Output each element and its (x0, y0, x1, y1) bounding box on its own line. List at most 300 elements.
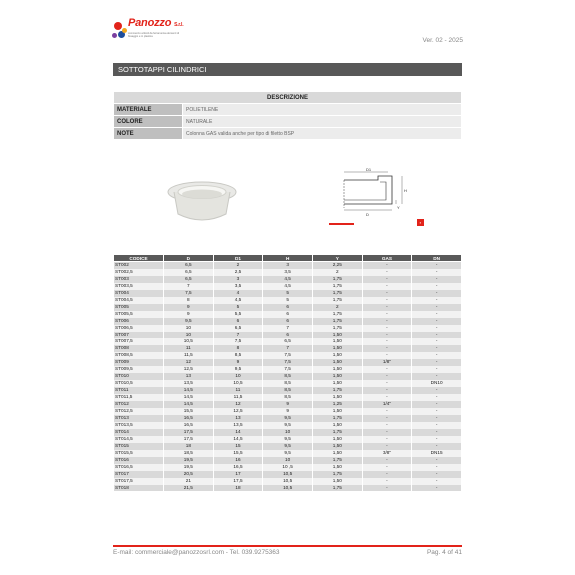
description-key: MATERIALE (114, 104, 183, 116)
table-cell: 1,75 (312, 318, 362, 325)
table-row (114, 485, 462, 492)
table-cell: 1,50 (312, 332, 362, 339)
table-cell: 8,5 (213, 352, 263, 359)
table-cell: 19,5 (164, 464, 214, 471)
table-cell: 17 (213, 471, 263, 478)
description-row (114, 128, 462, 140)
table-cell: - (412, 332, 462, 339)
table-cell: ST015 (114, 443, 164, 450)
table-cell: 3,5 (213, 283, 263, 290)
table-cell: - (362, 325, 412, 332)
table-cell: 10 (263, 457, 313, 464)
table-cell: 6 (213, 318, 263, 325)
table-row (114, 311, 462, 318)
table-cell: - (412, 318, 462, 325)
table-cell: 19,5 (164, 457, 214, 464)
table-cell: 6 (263, 318, 313, 325)
table-cell: 5 (213, 304, 263, 311)
table-row (114, 290, 462, 297)
table-cell: ST008,5 (114, 352, 164, 359)
table-cell: 10,5 (213, 380, 263, 387)
table-row (114, 429, 462, 436)
table-cell: 13 (164, 373, 214, 380)
table-cell: 16,5 (164, 422, 214, 429)
table-cell: 7 (213, 332, 263, 339)
table-cell: 1,75 (312, 325, 362, 332)
column-header: CODICE (114, 255, 164, 262)
table-cell: 10,5 (263, 485, 313, 492)
table-cell: 20,5 (164, 471, 214, 478)
table-cell: - (412, 373, 462, 380)
table-cell: 2,25 (312, 262, 362, 269)
table-cell: - (412, 359, 462, 366)
description-row (114, 104, 462, 116)
table-cell: - (412, 429, 462, 436)
table-row (114, 443, 462, 450)
table-cell: 12,5 (164, 366, 214, 373)
table-cell: - (362, 387, 412, 394)
table-cell: - (412, 311, 462, 318)
table-cell: ST007 (114, 332, 164, 339)
table-cell: 1,50 (312, 450, 362, 457)
footer-page-number: Pag. 4 of 41 (426, 549, 462, 556)
table-cell: 1,50 (312, 366, 362, 373)
table-row (114, 471, 462, 478)
table-cell: - (362, 345, 412, 352)
table-cell: 9,5 (263, 422, 313, 429)
table-cell: - (412, 297, 462, 304)
table-row (114, 352, 462, 359)
table-cell: 9 (213, 359, 263, 366)
table-cell: 1/8" (362, 359, 412, 366)
table-cell: ST013 (114, 415, 164, 422)
table-cell: ST017 (114, 471, 164, 478)
table-cell: - (412, 304, 462, 311)
table-cell: ST006 (114, 318, 164, 325)
document-version: Ver. 02 - 2025 (422, 37, 463, 44)
table-cell: 1,25 (312, 401, 362, 408)
pdf-icon[interactable]: ▪ (417, 219, 424, 226)
table-cell: 10,5 (263, 478, 313, 485)
table-cell: - (412, 269, 462, 276)
table-cell: 1,50 (312, 422, 362, 429)
table-cell: 1,75 (312, 311, 362, 318)
table-cell: - (362, 332, 412, 339)
table-cell: 14,5 (164, 387, 214, 394)
table-cell: 15,5 (213, 450, 263, 457)
table-row (114, 297, 462, 304)
table-cell: - (362, 471, 412, 478)
table-cell: - (362, 380, 412, 387)
table-cell: 7,5 (263, 366, 313, 373)
table-cell: ST006,5 (114, 325, 164, 332)
table-cell: - (362, 318, 412, 325)
table-cell: 9,5 (164, 318, 214, 325)
table-row (114, 262, 462, 269)
table-cell: - (362, 352, 412, 359)
column-header: D1 (213, 255, 263, 262)
table-cell: 14,5 (213, 436, 263, 443)
table-cell: - (412, 325, 462, 332)
table-cell: 9,5 (213, 366, 263, 373)
table-cell: - (362, 262, 412, 269)
table-cell: 8 (213, 345, 263, 352)
table-cell: 7 (263, 325, 313, 332)
table-cell: ST015,5 (114, 450, 164, 457)
table-cell: 1,50 (312, 373, 362, 380)
table-cell: 10 (164, 325, 214, 332)
table-cell: - (412, 352, 462, 359)
table-cell: 12,5 (213, 408, 263, 415)
table-cell: 4,5 (263, 276, 313, 283)
table-row (114, 457, 462, 464)
table-cell: ST004 (114, 290, 164, 297)
label-y: Y (397, 205, 400, 210)
table-cell: - (362, 415, 412, 422)
table-cell: 2 (312, 269, 362, 276)
table-cell: 13,5 (164, 380, 214, 387)
table-cell: 1,50 (312, 359, 362, 366)
table-cell: 17,5 (213, 478, 263, 485)
description-value: Colonna GAS valida anche per tipo di filetto BSP (183, 128, 462, 140)
description-key: COLORE (114, 116, 183, 128)
table-cell: 6,5 (164, 276, 214, 283)
table-cell: - (362, 290, 412, 297)
table-cell: ST003,5 (114, 283, 164, 290)
table-cell: 13,5 (213, 422, 263, 429)
table-cell: 6,5 (263, 338, 313, 345)
table-cell: 7,5 (263, 352, 313, 359)
footer-contact: E-mail: commerciale@panozzosrl.com - Tel. 039.9275363 (113, 549, 280, 556)
table-row (114, 366, 462, 373)
table-cell: 8,5 (263, 380, 313, 387)
table-row (114, 422, 462, 429)
table-cell: 11,5 (213, 394, 263, 401)
table-cell: 7 (164, 283, 214, 290)
table-cell: 7,5 (263, 359, 313, 366)
table-cell: 10,5 (164, 338, 214, 345)
table-cell: - (362, 457, 412, 464)
table-cell: - (362, 338, 412, 345)
table-cell: 1,50 (312, 443, 362, 450)
table-cell: 2 (213, 262, 263, 269)
brand-suffix: S.r.l. (174, 22, 184, 28)
column-header: H (263, 255, 313, 262)
table-cell: 6 (263, 332, 313, 339)
table-cell: 1,75 (312, 471, 362, 478)
table-row (114, 304, 462, 311)
table-cell: 18 (213, 485, 263, 492)
drawing-caption (329, 223, 354, 225)
table-cell: 17,5 (164, 429, 214, 436)
table-row (114, 387, 462, 394)
table-cell: 5,5 (213, 311, 263, 318)
description-heading: DESCRIZIONE (114, 92, 462, 104)
table-cell: - (412, 262, 462, 269)
table-cell: ST002 (114, 262, 164, 269)
table-cell: 4 (213, 290, 263, 297)
table-row (114, 345, 462, 352)
table-cell: 3/8" (362, 450, 412, 457)
table-cell: 4,5 (263, 283, 313, 290)
description-value: POLIETILENE (183, 104, 462, 116)
table-cell: 8,5 (263, 387, 313, 394)
table-cell: 15 (213, 443, 263, 450)
table-cell: 14,5 (164, 401, 214, 408)
table-cell: 21 (164, 478, 214, 485)
table-cell: - (412, 422, 462, 429)
description-key: NOTE (114, 128, 183, 140)
table-row (114, 380, 462, 387)
table-cell: - (412, 443, 462, 450)
table-cell: - (362, 408, 412, 415)
table-cell: 1,75 (312, 297, 362, 304)
table-cell: 10 ,5 (263, 464, 313, 471)
page-header (0, 0, 575, 52)
table-cell: 9,5 (263, 436, 313, 443)
description-row (114, 116, 462, 128)
table-row (114, 415, 462, 422)
table-cell: - (412, 408, 462, 415)
table-cell: 5 (263, 297, 313, 304)
table-cell: 8,5 (263, 373, 313, 380)
table-cell: ST002,5 (114, 269, 164, 276)
table-cell: - (362, 436, 412, 443)
table-cell: 9 (164, 304, 214, 311)
table-cell: - (412, 394, 462, 401)
table-cell: 14 (213, 429, 263, 436)
table-cell: 16,5 (164, 415, 214, 422)
table-cell: 6,5 (164, 269, 214, 276)
table-cell: 14,5 (164, 394, 214, 401)
table-cell: - (412, 401, 462, 408)
table-cell: - (362, 373, 412, 380)
table-cell: 18 (164, 443, 214, 450)
table-cell: - (412, 276, 462, 283)
table-cell: - (412, 457, 462, 464)
table-cell: ST012 (114, 401, 164, 408)
table-cell: 10 (263, 429, 313, 436)
table-cell: - (362, 311, 412, 318)
table-cell: ST007,5 (114, 338, 164, 345)
table-cell: 1,50 (312, 436, 362, 443)
table-cell: 11 (164, 345, 214, 352)
table-cell: ST017,5 (114, 478, 164, 485)
table-row (114, 325, 462, 332)
column-header: GAS (362, 255, 412, 262)
table-cell: ST014 (114, 429, 164, 436)
table-cell: 10 (164, 332, 214, 339)
table-row (114, 436, 462, 443)
table-cell: 1,75 (312, 485, 362, 492)
brand-text: Panozzo (128, 17, 172, 29)
table-row (114, 359, 462, 366)
table-cell: 18,5 (164, 450, 214, 457)
table-cell: ST003 (114, 276, 164, 283)
table-cell: - (412, 415, 462, 422)
table-cell: - (412, 366, 462, 373)
table-cell: 15,5 (164, 408, 214, 415)
table-cell: ST004,5 (114, 297, 164, 304)
table-cell: 1,75 (312, 415, 362, 422)
footer-divider (113, 545, 462, 547)
table-cell: 1,50 (312, 478, 362, 485)
table-cell: - (362, 297, 412, 304)
table-header-row (114, 255, 462, 262)
table-cell: 1,50 (312, 380, 362, 387)
table-row (114, 401, 462, 408)
table-cell: - (412, 283, 462, 290)
table-cell: 9,5 (263, 450, 313, 457)
table-cell: DN15 (412, 450, 462, 457)
table-cell: ST018 (114, 485, 164, 492)
brand-tagline: commercio articoli da ferramenta elementi di fissaggio e in plastica (128, 32, 180, 39)
table-cell: 9 (263, 401, 313, 408)
table-cell: - (362, 366, 412, 373)
table-cell: 11 (213, 387, 263, 394)
table-cell: 8 (164, 297, 214, 304)
table-cell: 7,5 (164, 290, 214, 297)
table-cell: - (362, 443, 412, 450)
table-cell: 12 (213, 401, 263, 408)
table-cell: ST009 (114, 359, 164, 366)
table-cell: - (412, 478, 462, 485)
table-cell: - (362, 269, 412, 276)
table-cell: 21,5 (164, 485, 214, 492)
table-cell: 6,5 (213, 325, 263, 332)
table-cell: - (362, 485, 412, 492)
table-cell: ST008 (114, 345, 164, 352)
table-cell: DN10 (412, 380, 462, 387)
table-cell: ST005,5 (114, 311, 164, 318)
table-cell: - (362, 478, 412, 485)
table-cell: ST014,5 (114, 436, 164, 443)
table-cell: - (412, 345, 462, 352)
table-cell: 6,5 (164, 262, 214, 269)
table-cell: 2,5 (213, 269, 263, 276)
label-h: H (404, 188, 407, 193)
table-cell: 9 (164, 311, 214, 318)
table-row (114, 332, 462, 339)
table-cell: ST005 (114, 304, 164, 311)
table-cell: - (362, 304, 412, 311)
table-cell: 1/4" (362, 401, 412, 408)
table-cell: - (362, 276, 412, 283)
table-cell: 1,50 (312, 408, 362, 415)
section-title: SOTTOTAPPI CILINDRICI (113, 63, 462, 76)
table-cell: 17,5 (164, 436, 214, 443)
table-cell: 4,5 (213, 297, 263, 304)
table-row (114, 450, 462, 457)
table-cell: - (412, 387, 462, 394)
table-cell: - (412, 485, 462, 492)
column-header: Y (312, 255, 362, 262)
table-cell: ST010,5 (114, 380, 164, 387)
table-cell: ST011 (114, 387, 164, 394)
table-cell: 1,50 (312, 352, 362, 359)
table-cell: 1,75 (312, 457, 362, 464)
table-cell: 7 (263, 345, 313, 352)
table-cell: 1,50 (312, 464, 362, 471)
technical-drawing (322, 162, 427, 232)
table-row (114, 283, 462, 290)
table-row (114, 318, 462, 325)
table-cell: 9,5 (263, 415, 313, 422)
table-cell: 16,5 (213, 464, 263, 471)
table-row (114, 269, 462, 276)
table-cell: - (362, 429, 412, 436)
table-cell: 1,75 (312, 387, 362, 394)
table-cell: 8,5 (263, 394, 313, 401)
table-cell: ST012,5 (114, 408, 164, 415)
table-cell: 11,5 (164, 352, 214, 359)
table-cell: ST011,5 (114, 394, 164, 401)
product-photo (162, 170, 242, 230)
table-cell: - (362, 394, 412, 401)
table-cell: 16 (213, 457, 263, 464)
table-cell: - (412, 464, 462, 471)
table-row (114, 408, 462, 415)
table-cell: - (412, 290, 462, 297)
table-cell: - (362, 283, 412, 290)
table-cell: 3,5 (263, 269, 313, 276)
table-cell: 10,5 (263, 471, 313, 478)
table-cell: 13 (213, 415, 263, 422)
table-cell: ST009,5 (114, 366, 164, 373)
table-cell: - (362, 422, 412, 429)
table-cell: 5 (263, 290, 313, 297)
table-row (114, 478, 462, 485)
table-cell: 1,75 (312, 290, 362, 297)
table-row (114, 464, 462, 471)
table-cell: 7,5 (213, 338, 263, 345)
table-cell: 3 (263, 262, 313, 269)
product-table (113, 254, 462, 491)
table-cell: 3 (213, 276, 263, 283)
table-cell: - (362, 464, 412, 471)
table-cell: 9,5 (263, 443, 313, 450)
table-cell: ST013,5 (114, 422, 164, 429)
table-row (114, 338, 462, 345)
table-cell: 6 (263, 311, 313, 318)
table-cell: 9 (263, 408, 313, 415)
description-value: NATURALE (183, 116, 462, 128)
table-cell: 1,50 (312, 345, 362, 352)
table-cell: ST016,5 (114, 464, 164, 471)
table-row (114, 394, 462, 401)
table-cell: 12 (164, 359, 214, 366)
table-cell: 1,50 (312, 338, 362, 345)
label-d: D (366, 212, 369, 217)
table-cell: 1,75 (312, 283, 362, 290)
table-cell: 6 (263, 304, 313, 311)
table-cell: 10 (213, 373, 263, 380)
label-d1: D1 (366, 167, 372, 172)
table-cell: ST010 (114, 373, 164, 380)
table-cell: ST016 (114, 457, 164, 464)
table-cell: - (412, 436, 462, 443)
table-cell: 2 (312, 304, 362, 311)
table-cell: - (412, 471, 462, 478)
table-cell: 1,75 (312, 429, 362, 436)
table-row (114, 373, 462, 380)
table-cell: 1,50 (312, 394, 362, 401)
column-header: DN (412, 255, 462, 262)
table-cell: - (412, 338, 462, 345)
column-header: D (164, 255, 214, 262)
description-table (113, 91, 462, 140)
table-row (114, 276, 462, 283)
